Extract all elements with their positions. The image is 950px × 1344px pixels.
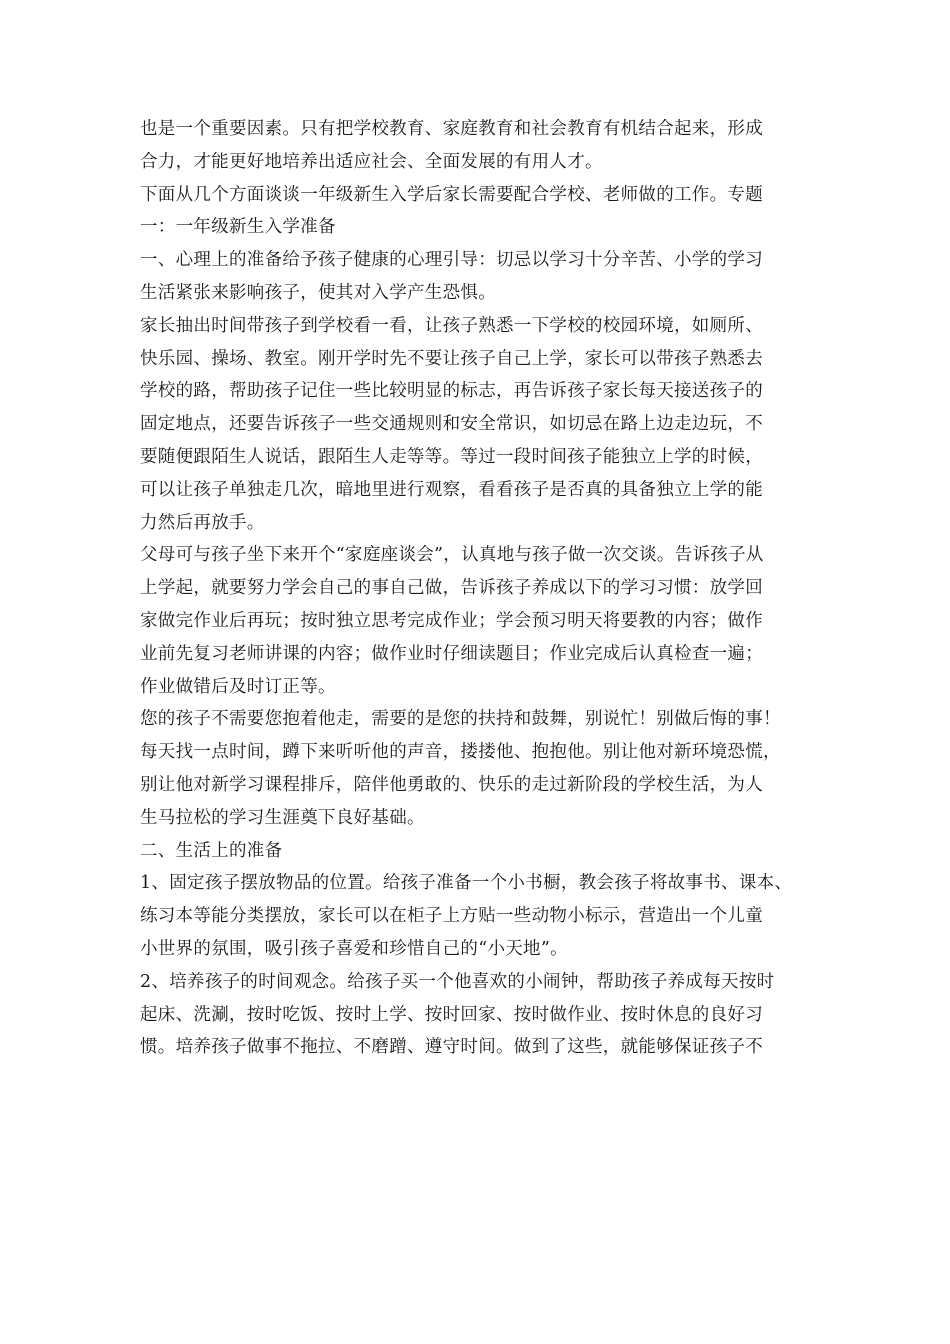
text-line: 上学起，就要努力学会自己的事自己做，告诉孩子养成以下的学习习惯：放学回 — [140, 578, 763, 599]
text-line: 合力，才能更好地培养出适应社会、全面发展的有用人才。 — [140, 151, 603, 172]
text-line: 别让他对新学习课程排斥，陪伴他勇敢的、快乐的走过新阶段的学校生活，为人 — [140, 774, 763, 795]
text-line: 也是一个重要因素。只有把学校教育、家庭教育和社会教育有机结合起来，形成 — [140, 119, 763, 139]
text-line: 生马拉松的学习生涯奠下良好基础。 — [140, 807, 425, 828]
text-line: 练习本等能分类摆放，家长可以在柜子上方贴一些动物小标示，营造出一个儿童 — [140, 906, 763, 927]
text-line: 学校的路，帮助孩子记住一些比较明显的标志，再告诉孩子家长每天接送孩子的 — [140, 381, 763, 402]
text-line: 作业做错后及时订正等。 — [140, 676, 336, 697]
text-line: 生活紧张来影响孩子，使其对入学产生恐惧。 — [140, 282, 496, 303]
text-line: 家长抽出时间带孩子到学校看一看，让孩子熟悉一下学校的校园环境，如厕所、 — [140, 315, 763, 336]
text-line: 一、心理上的准备给予孩子健康的心理引导：切忌以学习十分辛苦、小学的学习 — [140, 250, 763, 271]
text-line: 每天找一点时间，蹲下来听听他的声音，搂搂他、抱抱他。别让他对新环境恐慌， — [140, 742, 781, 763]
text-line: 1、固定孩子摆放物品的位置。给孩子准备一个小书橱，教会孩子将故事书、课本、 — [140, 873, 793, 894]
text-line: 业前先复习老师讲课的内容；做作业时仔细读题目；作业完成后认真检查一遍； — [140, 643, 763, 664]
text-line: 小世界的氛围，吸引孩子喜爱和珍惜自己的“小天地”。 — [140, 938, 568, 959]
text-line: 固定地点，还要告诉孩子一些交通规则和安全常识，如切忌在路上边走边玩，不 — [140, 414, 763, 435]
text-line: 起床、洗涮，按时吃饭、按时上学、按时回家、按时做作业、按时休息的良好习 — [140, 1004, 763, 1025]
document-body — [140, 113, 840, 1064]
text-line: 父母可与孩子坐下来开个“家庭座谈会”，认真地与孩子做一次交谈。告诉孩子从 — [140, 545, 764, 566]
text-line: 要随便跟陌生人说话，跟陌生人走等等。等过一段时间孩子能独立上学的时候， — [140, 446, 763, 467]
text-line: 快乐园、操场、教室。刚开学时先不要让孩子自己上学，家长可以带孩子熟悉去 — [140, 348, 763, 369]
text-line: 一：一年级新生入学准备 — [140, 217, 336, 238]
text-line: 家做完作业后再玩；按时独立思考完成作业；学会预习明天将要教的内容；做作 — [140, 610, 763, 631]
text-line: 您的孩子不需要您抱着他走，需要的是您的扶持和鼓舞，别说忙！别做后悔的事！ — [140, 709, 781, 730]
text-line: 惯。培养孩子做事不拖拉、不磨蹭、遵守时间。做到了这些，就能够保证孩子不 — [140, 1037, 763, 1058]
section-heading: 二、生活上的准备 — [140, 840, 283, 861]
text-line: 可以让孩子单独走几次，暗地里进行观察，看看孩子是否真的具备独立上学的能 — [140, 479, 763, 500]
text-line: 2、培养孩子的时间观念。给孩子买一个他喜欢的小闹钟，帮助孩子养成每天按时 — [140, 971, 775, 992]
text-line: 力然后再放手。 — [140, 512, 265, 533]
text-line: 下面从几个方面谈谈一年级新生入学后家长需要配合学校、老师做的工作。专题 — [140, 184, 763, 205]
